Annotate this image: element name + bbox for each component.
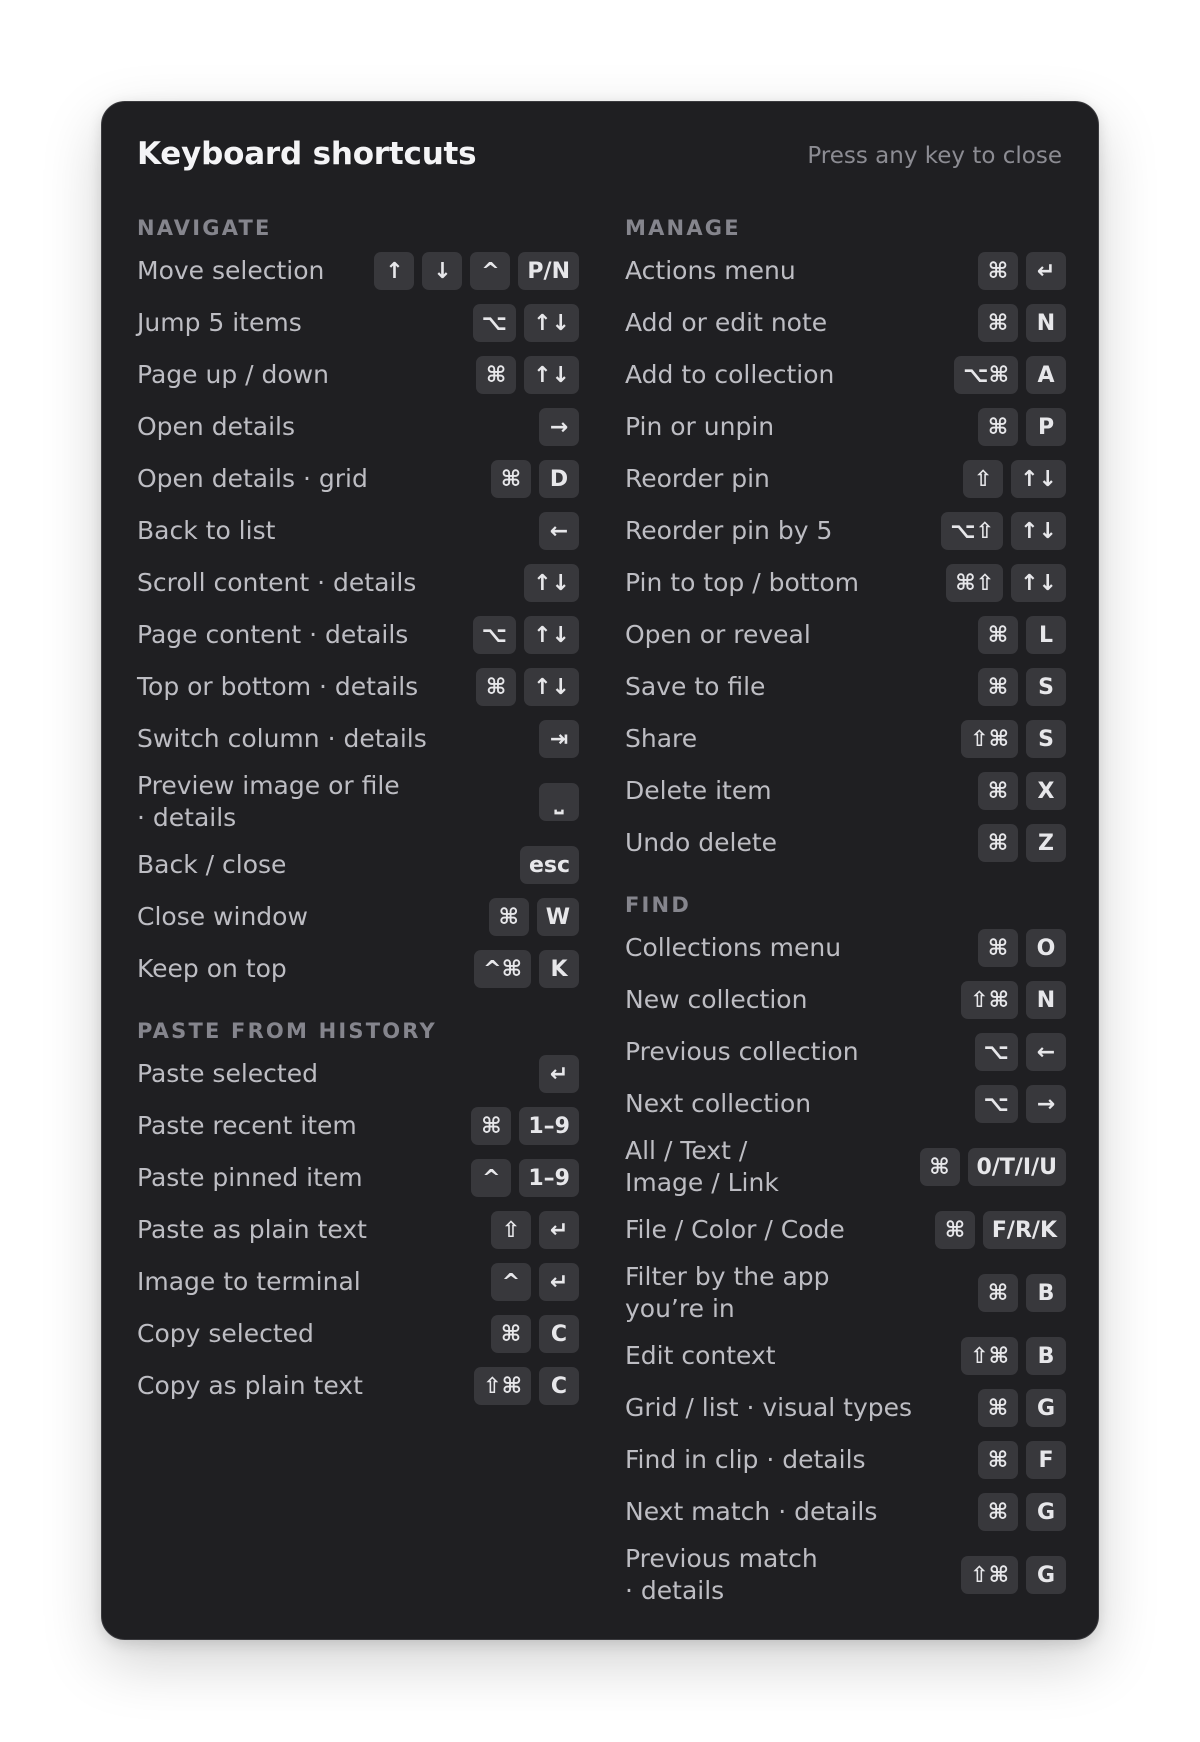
keycaps xyxy=(491,1315,579,1353)
keycap: → xyxy=(1026,1085,1066,1123)
shortcut-row-back-to-list xyxy=(137,505,579,557)
panel-title: Keyboard shortcuts xyxy=(137,136,477,172)
shortcut-label: Copy selected xyxy=(137,1319,314,1348)
keycaps xyxy=(975,1085,1066,1123)
keycap: W xyxy=(537,898,579,936)
keycap: ⌘ xyxy=(978,304,1018,342)
keycap: P/N xyxy=(518,252,579,290)
shortcut-label: Reorder pin by 5 xyxy=(625,516,833,545)
keycap: ⌘ xyxy=(476,356,516,394)
shortcut-row-page-content-details xyxy=(137,609,579,661)
keycaps xyxy=(374,252,579,290)
shortcut-row-paste-pinned-item xyxy=(137,1152,579,1204)
keycap: ^ xyxy=(471,1159,511,1197)
keycap: ⌘ xyxy=(978,252,1018,290)
keycap: ⌘ xyxy=(471,1107,511,1145)
keycap: Z xyxy=(1026,824,1066,862)
keycaps xyxy=(539,408,579,446)
shortcut-label: Close window xyxy=(137,902,308,931)
shortcut-label: Paste as plain text xyxy=(137,1215,367,1244)
keycap: G xyxy=(1026,1389,1066,1427)
keycap: ⌥ xyxy=(975,1033,1018,1071)
shortcut-row-copy-selected xyxy=(137,1308,579,1360)
keycap: 1–9 xyxy=(519,1159,579,1197)
shortcut-row-switch-column-details xyxy=(137,713,579,765)
keycap: ↑ xyxy=(374,252,414,290)
shortcut-row-image-to-terminal xyxy=(137,1256,579,1308)
shortcut-row-collections-menu xyxy=(625,922,1066,974)
keycaps xyxy=(474,950,579,988)
keycap: ⇧⌘ xyxy=(961,1337,1018,1375)
keycaps xyxy=(978,929,1066,967)
keycap: ⌥⌘ xyxy=(954,356,1018,394)
keycaps xyxy=(978,1441,1066,1479)
shortcut-row-pin-or-unpin xyxy=(625,401,1066,453)
keycap: ⌘ xyxy=(978,772,1018,810)
keycap: ⌘ xyxy=(978,1389,1018,1427)
keycaps xyxy=(978,824,1066,862)
shortcut-row-file-color-code xyxy=(625,1204,1066,1256)
keycap: ⌘ xyxy=(978,1441,1018,1479)
keycap: ← xyxy=(539,512,579,550)
keycaps xyxy=(471,1159,579,1197)
shortcut-label: Keep on top xyxy=(137,954,287,983)
shortcut-label: Paste pinned item xyxy=(137,1163,363,1192)
keycap: ↵ xyxy=(1026,252,1066,290)
shortcut-label: Paste recent item xyxy=(137,1111,357,1140)
keycap: ⌘⇧ xyxy=(946,564,1003,602)
keycaps xyxy=(473,304,579,342)
shortcut-label: Share xyxy=(625,724,698,753)
shortcut-row-preview-image-or-file-details xyxy=(137,765,579,839)
shortcut-label: Actions menu xyxy=(625,256,796,285)
keycaps xyxy=(978,1274,1066,1312)
keycaps xyxy=(539,783,579,821)
shortcut-label: Reorder pin xyxy=(625,464,770,493)
keycap: ⌘ xyxy=(476,668,516,706)
keycap: ↵ xyxy=(539,1263,579,1301)
shortcut-label: Copy as plain text xyxy=(137,1371,363,1400)
keycap: F/R/K xyxy=(983,1211,1066,1249)
shortcut-label: Previous collection xyxy=(625,1037,859,1066)
keycap: ⌘ xyxy=(920,1148,960,1186)
keycap: X xyxy=(1026,772,1066,810)
keycaps xyxy=(491,1211,579,1249)
shortcut-row-top-or-bottom-details xyxy=(137,661,579,713)
keycap: C xyxy=(539,1367,579,1405)
keycap: ⇧⌘ xyxy=(961,981,1018,1019)
shortcut-label: Add or edit note xyxy=(625,308,828,337)
keycap: K xyxy=(539,950,579,988)
keycaps xyxy=(961,981,1066,1019)
keycap: ← xyxy=(1026,1033,1066,1071)
shortcut-label: Scroll content · details xyxy=(137,568,417,597)
shortcut-label: Jump 5 items xyxy=(137,308,302,337)
keycap: ↑↓ xyxy=(524,668,579,706)
shortcut-label: Collections menu xyxy=(625,933,842,962)
keycap: ⇧ xyxy=(491,1211,531,1249)
keycap: ⌘ xyxy=(978,929,1018,967)
keycap: S xyxy=(1026,668,1066,706)
shortcut-label: Find in clip · details xyxy=(625,1445,866,1474)
keycap: ⌘ xyxy=(491,460,531,498)
keycaps xyxy=(539,1055,579,1093)
keycap: 1–9 xyxy=(519,1107,579,1145)
shortcut-row-paste-as-plain-text xyxy=(137,1204,579,1256)
shortcut-label: Add to collection xyxy=(625,360,835,389)
keycap: ⇥ xyxy=(539,720,579,758)
shortcut-label: Undo delete xyxy=(625,828,778,857)
keycaps xyxy=(954,356,1066,394)
keycaps xyxy=(474,1367,579,1405)
shortcut-label: Pin to top / bottom xyxy=(625,568,860,597)
keycap: ↵ xyxy=(539,1211,579,1249)
keycap: ⌥⇧ xyxy=(941,512,1003,550)
shortcut-label: Back to list xyxy=(137,516,276,545)
shortcut-row-back-close xyxy=(137,839,579,891)
shortcut-row-close-window xyxy=(137,891,579,943)
keyboard-shortcuts-panel xyxy=(101,101,1099,1640)
shortcut-row-new-collection xyxy=(625,974,1066,1026)
shortcut-label: Open or reveal xyxy=(625,620,811,649)
keycap: F xyxy=(1026,1441,1066,1479)
keycap: ^⌘ xyxy=(474,950,531,988)
shortcut-label: Pin or unpin xyxy=(625,412,775,441)
keycaps xyxy=(524,564,579,602)
keycap: ⌘ xyxy=(978,616,1018,654)
keycap: G xyxy=(1026,1493,1066,1531)
shortcut-row-undo-delete xyxy=(625,817,1066,869)
keycap: ⌘ xyxy=(978,668,1018,706)
keycaps xyxy=(476,356,579,394)
shortcut-row-copy-as-plain-text xyxy=(137,1360,579,1412)
keycap: ⇧⌘ xyxy=(474,1367,531,1405)
shortcut-row-paste-selected xyxy=(137,1048,579,1100)
keycap: B xyxy=(1026,1337,1066,1375)
section-header-manage: MANAGE xyxy=(625,216,741,240)
section-header-find: FIND xyxy=(625,893,691,917)
shortcut-label: Delete item xyxy=(625,776,772,805)
section-header-navigate: NAVIGATE xyxy=(137,216,272,240)
keycaps xyxy=(978,408,1066,446)
shortcut-row-jump-5-items xyxy=(137,297,579,349)
shortcut-row-next-match-details xyxy=(625,1486,1066,1538)
keycap: D xyxy=(539,460,579,498)
keycaps xyxy=(520,846,579,884)
keycap: ↑↓ xyxy=(524,356,579,394)
shortcut-row-add-to-collection xyxy=(625,349,1066,401)
keycap: ⌘ xyxy=(935,1211,975,1249)
shortcut-label: All / Text / Image / Link xyxy=(625,1136,779,1197)
keycaps xyxy=(978,252,1066,290)
shortcut-label: Preview image or file · details xyxy=(137,771,400,832)
keycaps xyxy=(476,668,579,706)
keycap: P xyxy=(1026,408,1066,446)
left-column xyxy=(137,206,579,1412)
shortcut-label: Image to terminal xyxy=(137,1267,361,1296)
shortcut-row-next-collection xyxy=(625,1078,1066,1130)
shortcut-row-actions-menu xyxy=(625,245,1066,297)
shortcut-row-grid-list-visual-types xyxy=(625,1382,1066,1434)
shortcut-row-keep-on-top xyxy=(137,943,579,995)
keycap: O xyxy=(1026,929,1066,967)
shortcut-label: Page up / down xyxy=(137,360,329,389)
right-column xyxy=(625,206,1066,1612)
keycap: ⌘ xyxy=(978,1493,1018,1531)
shortcut-row-add-or-edit-note xyxy=(625,297,1066,349)
shortcut-label: Back / close xyxy=(137,850,287,879)
shortcut-label: Filter by the app you’re in xyxy=(625,1262,830,1323)
keycap: ⌘ xyxy=(978,1274,1018,1312)
keycaps xyxy=(978,1493,1066,1531)
shortcut-label: Previous match · details xyxy=(625,1544,818,1605)
keycaps xyxy=(473,616,579,654)
keycap: ⇧⌘ xyxy=(961,1556,1018,1594)
shortcut-row-delete-item xyxy=(625,765,1066,817)
shortcut-label: Next collection xyxy=(625,1089,812,1118)
keycaps xyxy=(975,1033,1066,1071)
shortcut-row-filter-by-the-app-you-re-in xyxy=(625,1256,1066,1330)
keycaps xyxy=(978,668,1066,706)
shortcut-label: Move selection xyxy=(137,256,325,285)
keycaps xyxy=(961,720,1066,758)
keycaps xyxy=(491,1263,579,1301)
keycap: ⌘ xyxy=(491,1315,531,1353)
keycaps xyxy=(963,460,1066,498)
keycap: → xyxy=(539,408,579,446)
section-header-paste-from-history: PASTE FROM HISTORY xyxy=(137,1019,437,1043)
shortcut-row-paste-recent-item xyxy=(137,1100,579,1152)
keycap: ↓ xyxy=(422,252,462,290)
keycap: C xyxy=(539,1315,579,1353)
shortcut-row-edit-context xyxy=(625,1330,1066,1382)
keycap: L xyxy=(1026,616,1066,654)
keycaps xyxy=(920,1148,1066,1186)
keycaps xyxy=(539,512,579,550)
shortcut-label: Open details · grid xyxy=(137,464,368,493)
keycap: ↑↓ xyxy=(524,304,579,342)
shortcut-row-share xyxy=(625,713,1066,765)
keycaps xyxy=(978,616,1066,654)
keycap: ⌘ xyxy=(978,408,1018,446)
shortcut-label: New collection xyxy=(625,985,808,1014)
keycap: ⇧ xyxy=(963,460,1003,498)
keycaps xyxy=(471,1107,579,1145)
shortcut-row-all-text-image-link xyxy=(625,1130,1066,1204)
keycaps xyxy=(946,564,1066,602)
keycaps xyxy=(491,460,579,498)
shortcut-label: File / Color / Code xyxy=(625,1215,845,1244)
keycap: ⌥ xyxy=(473,304,516,342)
keycap: ↑↓ xyxy=(1011,512,1066,550)
shortcut-label: Paste selected xyxy=(137,1059,318,1088)
keycap: ⌘ xyxy=(978,824,1018,862)
keycaps xyxy=(489,898,579,936)
shortcut-row-page-up-down xyxy=(137,349,579,401)
keycap: ↑↓ xyxy=(1011,564,1066,602)
shortcut-label: Open details xyxy=(137,412,296,441)
shortcut-row-find-in-clip-details xyxy=(625,1434,1066,1486)
keycap: ⎵ xyxy=(539,783,579,821)
keycaps xyxy=(978,1389,1066,1427)
keycaps xyxy=(961,1556,1066,1594)
shortcut-row-pin-to-top-bottom xyxy=(625,557,1066,609)
shortcut-row-previous-collection xyxy=(625,1026,1066,1078)
keycaps xyxy=(978,304,1066,342)
keycap: ⌘ xyxy=(489,898,529,936)
keycaps xyxy=(935,1211,1066,1249)
keycap: esc xyxy=(520,846,579,884)
shortcut-label: Save to file xyxy=(625,672,766,701)
shortcut-row-reorder-pin xyxy=(625,453,1066,505)
shortcut-label: Top or bottom · details xyxy=(137,672,419,701)
keycap: S xyxy=(1026,720,1066,758)
shortcut-row-move-selection xyxy=(137,245,579,297)
shortcut-label: Switch column · details xyxy=(137,724,427,753)
shortcut-row-previous-match-details xyxy=(625,1538,1066,1612)
keycap: ⌥ xyxy=(473,616,516,654)
keycaps xyxy=(978,772,1066,810)
keycaps xyxy=(941,512,1066,550)
shortcut-row-save-to-file xyxy=(625,661,1066,713)
shortcut-row-open-details-grid xyxy=(137,453,579,505)
shortcut-row-open-details xyxy=(137,401,579,453)
keycap: ↑↓ xyxy=(524,616,579,654)
keycap: ↑↓ xyxy=(524,564,579,602)
keycap: N xyxy=(1026,981,1066,1019)
keycaps xyxy=(539,720,579,758)
keycap: ⌥ xyxy=(975,1085,1018,1123)
shortcut-label: Edit context xyxy=(625,1341,776,1370)
shortcut-row-scroll-content-details xyxy=(137,557,579,609)
close-hint: Press any key to close xyxy=(807,143,1062,169)
shortcut-row-reorder-pin-by-5 xyxy=(625,505,1066,557)
keycap: ⇧⌘ xyxy=(961,720,1018,758)
keycap: ^ xyxy=(491,1263,531,1301)
keycap: A xyxy=(1026,356,1066,394)
shortcut-label: Grid / list · visual types xyxy=(625,1393,913,1422)
keycap: N xyxy=(1026,304,1066,342)
shortcut-label: Next match · details xyxy=(625,1497,878,1526)
keycap: B xyxy=(1026,1274,1066,1312)
shortcut-label: Page content · details xyxy=(137,620,409,649)
keycap: G xyxy=(1026,1556,1066,1594)
keycaps xyxy=(961,1337,1066,1375)
keycap: ↵ xyxy=(539,1055,579,1093)
keycap: 0/T/I/U xyxy=(968,1148,1066,1186)
keycap: ^ xyxy=(470,252,510,290)
keycap: ↑↓ xyxy=(1011,460,1066,498)
shortcut-row-open-or-reveal xyxy=(625,609,1066,661)
